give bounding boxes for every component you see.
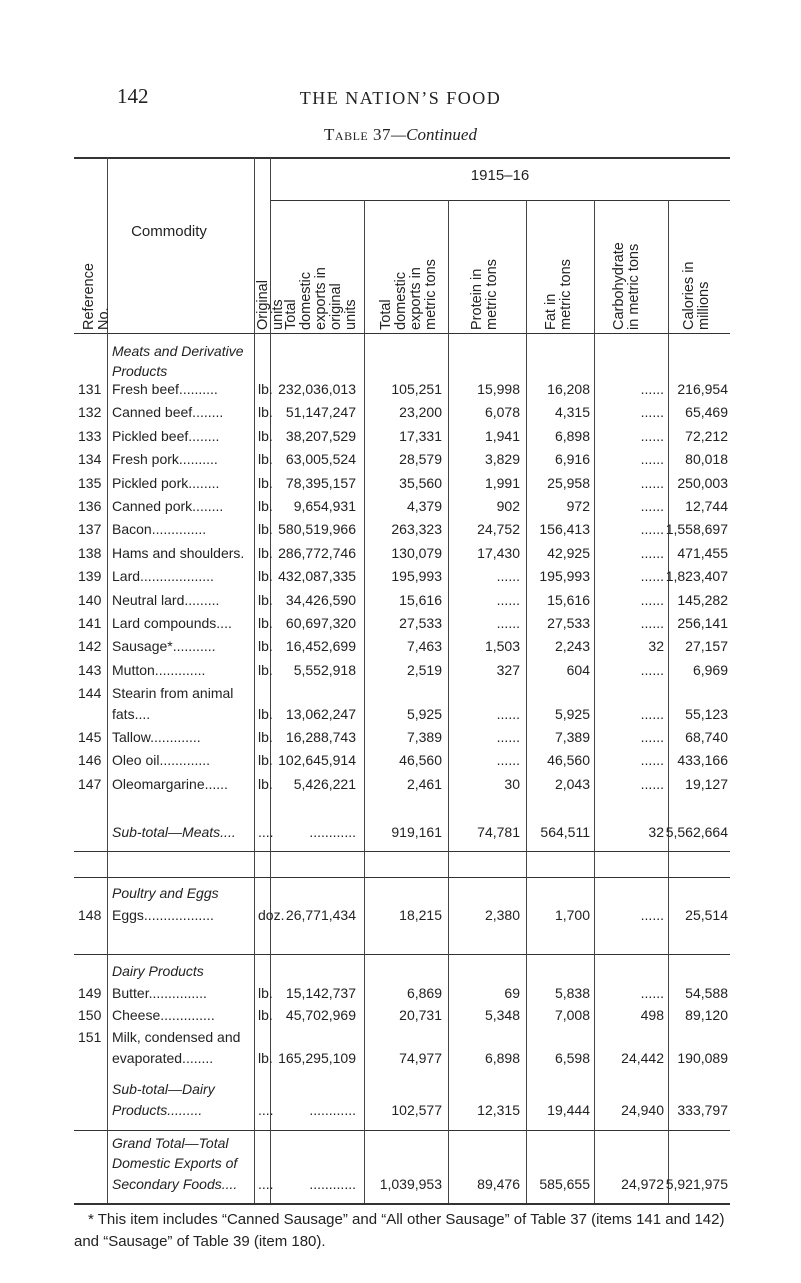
cell-d: 156,413	[539, 521, 590, 538]
cell-c: 17,430	[477, 544, 520, 561]
cell-e: ......	[640, 752, 664, 769]
cell-f: 65,469	[685, 404, 728, 421]
cell-unit: lb.	[258, 591, 273, 608]
cell-b: 27,533	[399, 615, 442, 631]
table-row	[74, 776, 730, 797]
cell-a: 5,426,221	[293, 775, 356, 792]
table-row	[74, 381, 730, 402]
cell-b: 23,200	[399, 404, 442, 421]
cell-a: 15,142,737	[285, 985, 356, 1001]
cell-d: 195,993	[539, 568, 590, 585]
cell-name: Pickled pork........	[112, 474, 220, 491]
cell-a: 45,702,969	[285, 1007, 356, 1023]
cell-c: 1,991	[484, 474, 520, 491]
cell-ref: 149	[78, 985, 102, 1001]
cell-d: 604	[566, 661, 590, 678]
header-reference: Reference No.	[81, 263, 112, 330]
cell-d: 7,008	[554, 1007, 590, 1023]
header-commodity: Commodity	[131, 223, 207, 240]
section-poultry: Poultry and Eggs	[112, 885, 219, 901]
cell-name: Lard...................	[112, 568, 214, 585]
cell-unit: lb.	[258, 521, 273, 538]
cell-e: ......	[640, 661, 664, 678]
cell-unit: lb.	[258, 451, 273, 468]
cell-name: Tallow.............	[112, 729, 201, 745]
cell-unit: lb.	[258, 427, 273, 444]
cell-e: ......	[640, 474, 664, 491]
cell-unit: lb.	[258, 381, 273, 397]
cell-f: 89,120	[685, 1007, 728, 1023]
cell-f: 12,744	[685, 498, 728, 514]
cell-e: 498	[640, 1007, 664, 1023]
cell-a: 432,087,335	[278, 568, 356, 585]
table-row: evaporated........ lb. 165,295,109 74,977 6,898 6,598 24,442 190,089	[112, 1050, 728, 1066]
table-row	[74, 1007, 730, 1028]
cell-a: 63,005,524	[285, 451, 356, 468]
cell-c: ......	[496, 752, 520, 769]
cell-name: Pickled beef........	[112, 427, 220, 444]
cell-f: 72,212	[685, 427, 728, 444]
cell-c: 902	[496, 498, 520, 514]
cell-name: Butter...............	[112, 985, 207, 1001]
section-dairy: Dairy Products	[112, 963, 204, 979]
cell-d: 15,616	[547, 591, 590, 608]
cell-d: 2,043	[554, 775, 590, 792]
cell-ref: 137	[78, 521, 102, 538]
table-row	[74, 615, 730, 636]
cell-b: 35,560	[399, 474, 442, 491]
cell-b: 195,993	[391, 568, 442, 585]
cell-unit: lb.	[258, 498, 273, 514]
header-original-units: Original units	[255, 280, 286, 330]
cell-ref: 134	[78, 451, 102, 468]
cell-e: ......	[640, 451, 664, 468]
cell-b: 4,379	[406, 498, 442, 514]
cell-name: Hams and shoulders.	[112, 544, 245, 561]
cell-ref: 136	[78, 498, 102, 514]
cell-a: 232,036,013	[278, 381, 356, 397]
cell-unit: lb.	[258, 568, 273, 585]
table-row	[74, 638, 730, 659]
cell-a: 9,654,931	[293, 498, 356, 514]
table-row: fats.... lb. 13,062,247 5,925 ...... 5,925 ...... 55,123	[112, 706, 728, 722]
cell-f: 145,282	[677, 591, 728, 608]
cell-unit: lb.	[258, 615, 273, 631]
cell-c: 69	[504, 985, 520, 1001]
section-meats: Meats and Derivative Products	[112, 343, 244, 379]
cell-f: 256,141	[677, 615, 728, 631]
cell-d: 6,916	[554, 451, 590, 468]
cell-c: 15,998	[477, 381, 520, 397]
header-exports-original: Total domestic exports in original units	[283, 267, 359, 330]
table-row	[74, 475, 730, 496]
subtotal-dairy-row: Sub-total—Dairy	[112, 1081, 215, 1097]
header-exports-metric: Total domestic exports in metric tons	[378, 259, 439, 330]
table-title-suffix: —Continued	[391, 125, 477, 144]
cell-a: 38,207,529	[285, 427, 356, 444]
cell-ref: 133	[78, 427, 102, 444]
cell-ref: 135	[78, 474, 102, 491]
running-head: THE NATION’S FOOD	[299, 88, 502, 108]
cell-unit: lb.	[258, 729, 273, 745]
cell-e: ......	[640, 427, 664, 444]
cell-f: 216,954	[677, 381, 728, 397]
cell-name: Fresh pork..........	[112, 451, 218, 468]
table-row	[74, 662, 730, 683]
cell-c: 24,752	[477, 521, 520, 538]
cell-unit: lb.	[258, 1007, 273, 1023]
cell-e: ......	[640, 498, 664, 514]
header-calories: Calories in millions	[681, 261, 712, 330]
cell-unit: lb.	[258, 752, 273, 769]
cell-name: Lard compounds....	[112, 615, 232, 631]
cell-b: 15,616	[399, 591, 442, 608]
table-title	[0, 125, 801, 145]
cell-f: 6,969	[692, 661, 728, 678]
cell-ref: 138	[78, 544, 102, 561]
cell-a: 34,426,590	[285, 591, 356, 608]
cell-e: ......	[640, 568, 664, 585]
cell-b: 7,463	[406, 638, 442, 655]
cell-d: 7,389	[554, 729, 590, 745]
cell-b: 263,323	[391, 521, 442, 538]
subtotal-dairy-row-values: Products......... .... ............ 102,577 12,315 19,444 24,940 333,797	[112, 1102, 728, 1118]
cell-ref: 145	[78, 729, 102, 745]
cell-f: 250,003	[677, 474, 728, 491]
cell-name: Neutral lard.........	[112, 591, 220, 608]
cell-a: 286,772,746	[278, 544, 356, 561]
grand-total-row: Grand Total—Total	[112, 1135, 229, 1151]
cell-b: 28,579	[399, 451, 442, 468]
cell-d: 27,533	[547, 615, 590, 631]
cell-ref: 141	[78, 615, 102, 631]
page-header	[0, 84, 801, 114]
table-row	[74, 729, 730, 750]
table-row: 144 Stearin from animal	[78, 685, 234, 701]
page-number: 142	[117, 84, 149, 108]
header-year: 1915–16	[470, 167, 530, 184]
table-row	[74, 592, 730, 613]
cell-unit: lb.	[258, 985, 273, 1001]
cell-e: ......	[640, 381, 664, 397]
cell-name: Oleomargarine......	[112, 775, 228, 792]
cell-f: 27,157	[685, 638, 728, 655]
cell-b: 20,731	[399, 1007, 442, 1023]
cell-f: 19,127	[685, 775, 728, 792]
cell-b: 2,461	[406, 775, 442, 792]
grand-total-row: Domestic Exports of	[112, 1155, 238, 1171]
subtotal-meats-row: Sub-total—Meats.... .... ............ 919,161 74,781 564,511 32 5,562,664	[112, 824, 728, 840]
cell-c: 30	[504, 775, 520, 792]
cell-ref: 147	[78, 775, 102, 792]
cell-d: 5,838	[554, 985, 590, 1001]
cell-unit: lb.	[258, 775, 273, 792]
cell-c: 1,941	[484, 427, 520, 444]
table-row	[74, 568, 730, 589]
cell-a: 16,288,743	[285, 729, 356, 745]
cell-a: 51,147,247	[285, 404, 356, 421]
cell-unit: lb.	[258, 404, 273, 421]
cell-b: 17,331	[399, 427, 442, 444]
table-row: 148 Eggs.................. doz. 26,771,434 18,215 2,380 1,700 ...... 25,514	[78, 907, 728, 923]
cell-a: 78,395,157	[285, 474, 356, 491]
cell-ref: 139	[78, 568, 102, 585]
cell-e: ......	[640, 544, 664, 561]
cell-a: 580,519,966	[278, 521, 356, 538]
header-fat: Fat in metric tons	[543, 259, 574, 330]
cell-e: ......	[640, 591, 664, 608]
cell-b: 6,869	[406, 985, 442, 1001]
table-row: 151 Milk, condensed and	[78, 1029, 241, 1045]
cell-b: 105,251	[391, 381, 442, 397]
cell-d: 6,898	[554, 427, 590, 444]
table-row	[74, 985, 730, 1006]
cell-e: ......	[640, 615, 664, 631]
cell-f: 1,823,407	[665, 568, 728, 585]
header-carbohydrate: Carbohydrate in metric tons	[611, 242, 642, 330]
cell-unit: lb.	[258, 661, 273, 678]
cell-ref: 132	[78, 404, 102, 421]
cell-ref: 140	[78, 591, 102, 608]
table-row	[74, 404, 730, 425]
cell-b: 130,079	[391, 544, 442, 561]
cell-c: ......	[496, 568, 520, 585]
cell-e: ......	[640, 729, 664, 745]
table-row	[74, 428, 730, 449]
cell-f: 1,558,697	[665, 521, 728, 538]
cell-d: 2,243	[554, 638, 590, 655]
cell-c: ......	[496, 615, 520, 631]
cell-ref: 150	[78, 1007, 102, 1023]
table-title-prefix: Table 37	[324, 125, 391, 144]
cell-a: 5,552,918	[293, 661, 356, 678]
table-row	[74, 752, 730, 773]
cell-unit: lb.	[258, 638, 273, 655]
cell-c: ......	[496, 729, 520, 745]
cell-name: Fresh beef..........	[112, 381, 218, 397]
cell-name: Sausage*...........	[112, 638, 216, 655]
cell-b: 2,519	[406, 661, 442, 678]
cell-e: ......	[640, 521, 664, 538]
grand-total-row-values: Secondary Foods.... .... ............ 1,039,953 89,476 585,655 24,972 5,921,975	[112, 1176, 728, 1192]
cell-d: 4,315	[554, 404, 590, 421]
cell-e: ......	[640, 775, 664, 792]
cell-f: 68,740	[685, 729, 728, 745]
header-protein: Protein in metric tons	[469, 259, 500, 330]
cell-ref: 142	[78, 638, 102, 655]
cell-b: 46,560	[399, 752, 442, 769]
cell-f: 471,455	[677, 544, 728, 561]
cell-c: 327	[496, 661, 520, 678]
cell-f: 80,018	[685, 451, 728, 468]
cell-d: 972	[566, 498, 590, 514]
cell-f: 54,588	[685, 985, 728, 1001]
data-table	[74, 155, 730, 1205]
table-row	[74, 545, 730, 566]
cell-d: 16,208	[547, 381, 590, 397]
cell-ref: 146	[78, 752, 102, 769]
cell-c: 5,348	[484, 1007, 520, 1023]
cell-d: 46,560	[547, 752, 590, 769]
cell-a: 102,645,914	[278, 752, 356, 769]
cell-d: 25,958	[547, 474, 590, 491]
cell-name: Cheese..............	[112, 1007, 215, 1023]
table-row	[74, 451, 730, 472]
cell-name: Mutton.............	[112, 661, 206, 678]
cell-d: 42,925	[547, 544, 590, 561]
table-row	[74, 521, 730, 542]
cell-e: ......	[640, 404, 664, 421]
cell-c: ......	[496, 591, 520, 608]
cell-b: 7,389	[406, 729, 442, 745]
table-row	[74, 498, 730, 519]
footnote: * This item includes “Canned Sausage” and “All other Sausage” of Table 37 (items 141 and 142) and “Sausage” of Table 39 (item 180).	[74, 1211, 725, 1250]
cell-a: 16,452,699	[285, 638, 356, 655]
cell-c: 6,078	[484, 404, 520, 421]
cell-e: ......	[640, 985, 664, 1001]
cell-ref: 143	[78, 661, 102, 678]
cell-name: Canned beef........	[112, 404, 224, 421]
cell-f: 433,166	[677, 752, 728, 769]
cell-e: 32	[648, 638, 664, 655]
cell-unit: lb.	[258, 474, 273, 491]
cell-name: Bacon..............	[112, 521, 207, 538]
cell-name: Oleo oil.............	[112, 752, 211, 769]
cell-c: 1,503	[484, 638, 520, 655]
cell-ref: 131	[78, 381, 102, 397]
cell-a: 60,697,320	[285, 615, 356, 631]
cell-name: Canned pork........	[112, 498, 224, 514]
cell-unit: lb.	[258, 544, 273, 561]
cell-c: 3,829	[484, 451, 520, 468]
